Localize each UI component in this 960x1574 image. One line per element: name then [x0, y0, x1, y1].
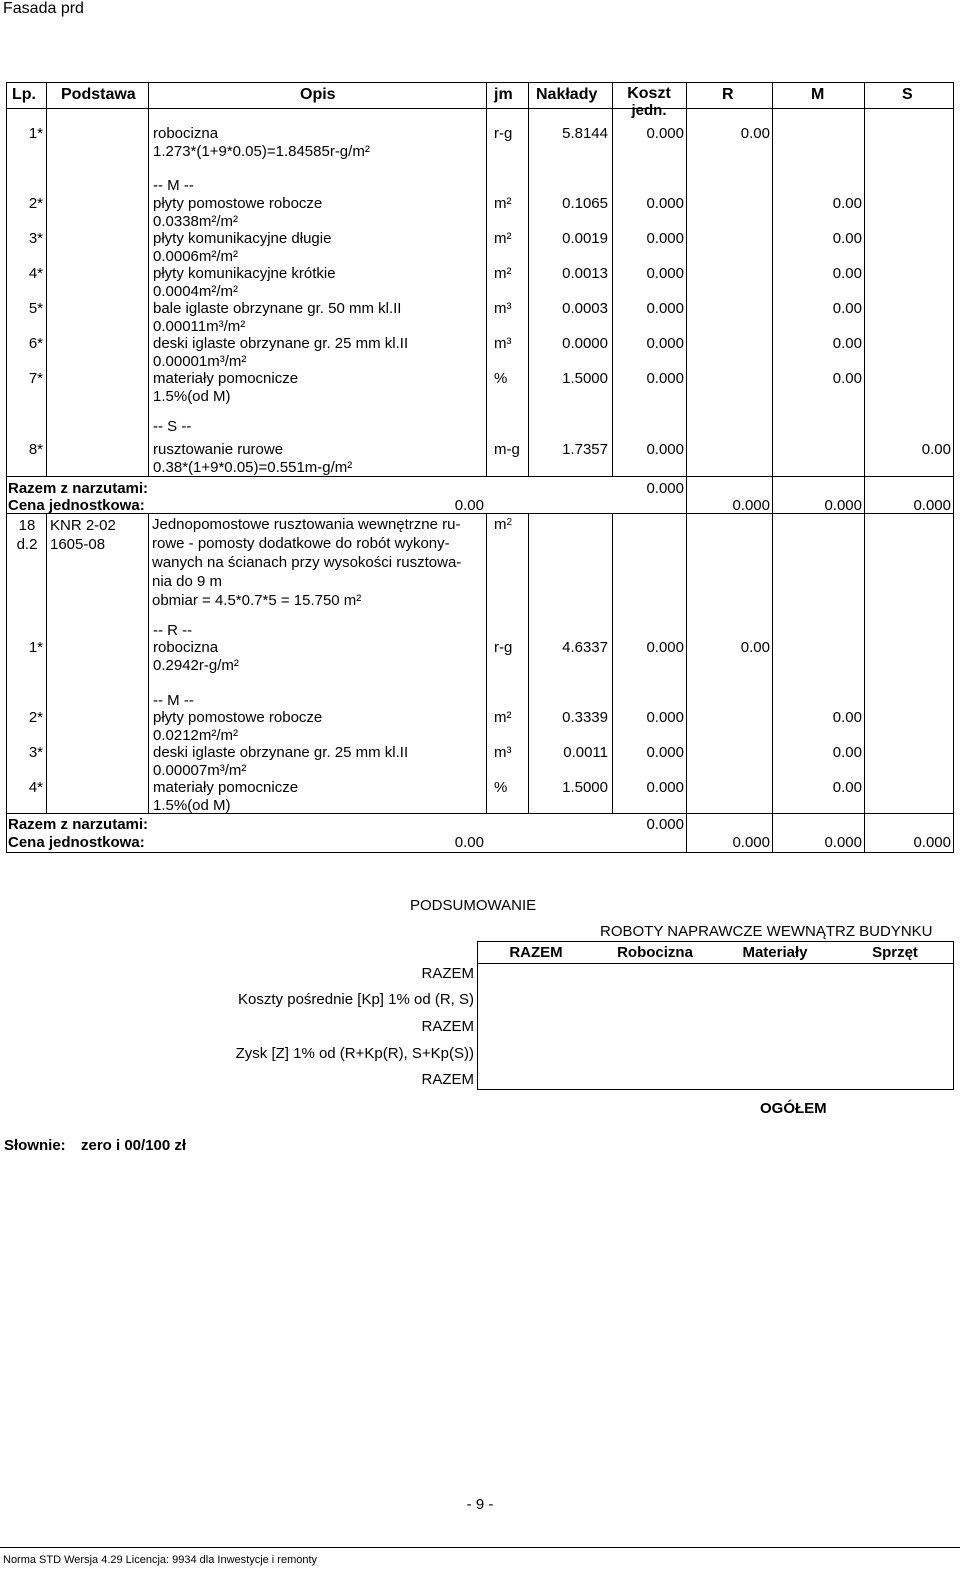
row-m: 0.00 — [832, 265, 862, 282]
row-opis: robocizna — [153, 639, 219, 656]
row-m: 0.00 — [832, 300, 862, 317]
row-naklady: 0.0000 — [562, 335, 608, 352]
row-jm: m² — [494, 195, 512, 212]
row-naklady: 0.3339 — [562, 709, 608, 726]
row-m: 0.00 — [832, 744, 862, 761]
row-norm: 0.0338m²/m² — [153, 213, 239, 230]
row-m: 0.00 — [832, 195, 862, 212]
cena-m-2: 0.000 — [824, 834, 862, 851]
row-naklady: 4.6337 — [562, 639, 608, 656]
cena-value-2: 0.00 — [454, 834, 484, 851]
row-lp: 3* — [28, 230, 43, 247]
summary-row-kp: Koszty pośrednie [Kp] 1% od (R, S) — [238, 991, 474, 1008]
row-naklady: 0.0019 — [562, 230, 608, 247]
summary-col-sprzet: Sprzęt — [872, 944, 918, 961]
summary-row-razem-3: RAZEM — [421, 1071, 474, 1088]
header-opis: Opis — [300, 86, 336, 103]
row-opis: materiały pomocnicze — [153, 370, 299, 387]
row-lp: 5* — [28, 300, 43, 317]
row-jm: m³ — [494, 300, 512, 317]
summary-row-zysk: Zysk [Z] 1% od (R+Kp(R), S+Kp(S)) — [235, 1045, 474, 1062]
item2-lp: 18 d.2 — [16, 517, 38, 553]
cena-s-1: 0.000 — [913, 497, 951, 514]
row-koszt: 0.000 — [646, 709, 684, 726]
cena-r-2: 0.000 — [732, 834, 770, 851]
item2-description-line: wanych na ścianach przy wysokości rusztowa- — [152, 554, 462, 571]
row-r: 0.00 — [740, 639, 770, 656]
item2-description-line: Jednopomostowe rusztowania wewnętrzne ru- — [152, 516, 461, 533]
item2-description-line: rowe - pomosty dodatkowe do robót wykony- — [152, 535, 450, 552]
row-opis: płyty komunikacyjne długie — [153, 230, 332, 247]
slownie-label: Słownie: — [4, 1137, 66, 1154]
row-koszt: 0.000 — [646, 125, 684, 142]
header-s: S — [902, 86, 913, 103]
row-norm: 0.0006m²/m² — [153, 248, 239, 265]
header-r: R — [722, 86, 734, 103]
row-opis: płyty pomostowe robocze — [153, 195, 323, 212]
row-jm: m² — [494, 709, 512, 726]
row-jm: m³ — [494, 335, 512, 352]
row-jm: m-g — [494, 441, 520, 458]
row-lp: 6* — [28, 335, 43, 352]
summary-header-border — [477, 963, 953, 964]
row-r: 0.00 — [740, 125, 770, 142]
item2-description-line: obmiar = 4.5*0.7*5 = 15.750 m² — [152, 592, 362, 609]
row-norm: 0.0004m²/m² — [153, 283, 239, 300]
row-jm: m² — [494, 230, 512, 247]
page-title: Fasada prd — [3, 0, 84, 17]
row-opis: deski iglaste obrzynane gr. 25 mm kl.II — [153, 744, 409, 761]
summary-col-razem: RAZEM — [509, 944, 563, 961]
row-m: 0.00 — [832, 230, 862, 247]
row-koszt: 0.000 — [646, 195, 684, 212]
summary-row-razem-1: RAZEM — [421, 965, 474, 982]
row-m: 0.00 — [832, 335, 862, 352]
summary-subtitle: ROBOTY NAPRAWCZE WEWNĄTRZ BUDYNKU — [600, 923, 933, 940]
row-koszt: 0.000 — [646, 230, 684, 247]
cena-s-2: 0.000 — [913, 834, 951, 851]
item2-podstawa: KNR 2-02 1605-08 — [50, 517, 116, 553]
summary-title: PODSUMOWANIE — [410, 897, 537, 914]
row-naklady: 0.0003 — [562, 300, 608, 317]
row-s: 0.00 — [921, 441, 951, 458]
row-naklady: 1.5000 — [562, 370, 608, 387]
razem-label-2: Razem z narzutami: — [8, 816, 149, 833]
table-bottom-border — [6, 852, 953, 853]
row-naklady: 1.5000 — [562, 779, 608, 796]
row-norm: 0.00001m³/m² — [153, 353, 247, 370]
header-naklady: Nakłady — [536, 86, 598, 103]
row-koszt: 0.000 — [646, 441, 684, 458]
row-opis: deski iglaste obrzynane gr. 25 mm kl.II — [153, 335, 409, 352]
row-lp: 3* — [28, 744, 43, 761]
row-koszt: 0.000 — [646, 300, 684, 317]
row-lp: 8* — [28, 441, 43, 458]
row-lp: 2* — [28, 195, 43, 212]
row-m: 0.00 — [832, 779, 862, 796]
row-lp: 7* — [28, 370, 43, 387]
row-jm: % — [494, 370, 508, 387]
section-marker: -- R -- — [153, 622, 193, 639]
row-m: 0.00 — [832, 370, 862, 387]
footer-line — [0, 1547, 960, 1548]
row-norm: 0.00007m³/m² — [153, 762, 247, 779]
row-norm: 1.5%(od M) — [153, 797, 231, 814]
slownie-value: zero i 00/100 zł — [81, 1137, 187, 1154]
summary-col-robocizna: Robocizna — [617, 944, 693, 961]
row-opis: materiały pomocnicze — [153, 779, 299, 796]
row-naklady: 5.8144 — [562, 125, 608, 142]
page-number: - 9 - — [466, 1496, 494, 1513]
row-koszt: 0.000 — [646, 639, 684, 656]
row-lp: 4* — [28, 265, 43, 282]
row-norm: 1.273*(1+9*0.05)=1.84585r-g/m² — [153, 143, 370, 160]
row-opis: robocizna — [153, 125, 219, 142]
row-lp: 4* — [28, 779, 43, 796]
row-naklady: 1.7357 — [562, 441, 608, 458]
cena-m-1: 0.000 — [824, 497, 862, 514]
row-koszt: 0.000 — [646, 335, 684, 352]
row-lp: 2* — [28, 709, 43, 726]
item2-description-line: nia do 9 m — [152, 573, 223, 590]
row-opis: rusztowanie rurowe — [153, 441, 284, 458]
cena-label-2: Cena jednostkowa: — [8, 834, 145, 851]
summary-ogolem: OGÓŁEM — [760, 1100, 827, 1117]
row-jm: m³ — [494, 744, 512, 761]
section-marker: -- S -- — [153, 418, 192, 435]
razem-value-1: 0.000 — [646, 480, 684, 497]
cena-r-1: 0.000 — [732, 497, 770, 514]
header-podstawa: Podstawa — [61, 86, 136, 103]
header-m: M — [811, 86, 825, 103]
summary-col-materialy: Materiały — [742, 944, 808, 961]
section-marker: -- M -- — [153, 177, 194, 194]
row-jm: % — [494, 779, 508, 796]
row-koszt: 0.000 — [646, 265, 684, 282]
row-norm: 1.5%(od M) — [153, 388, 231, 405]
row-koszt: 0.000 — [646, 779, 684, 796]
header-jm: jm — [494, 86, 513, 103]
row-norm: 0.38*(1+9*0.05)=0.551m-g/m² — [153, 459, 353, 476]
cena-value-1: 0.00 — [454, 497, 484, 514]
section-marker: -- M -- — [153, 692, 194, 709]
row-norm: 0.00011m³/m² — [153, 318, 246, 335]
footer-text: Norma STD Wersja 4.29 Licencja: 9934 dla Inwestycje i remonty — [3, 1554, 318, 1566]
razem-value-2: 0.000 — [646, 816, 684, 833]
row-naklady: 0.0013 — [562, 265, 608, 282]
item2-jm: $m^2$ — [494, 516, 513, 533]
row-opis: płyty pomostowe robocze — [153, 709, 323, 726]
row-koszt: 0.000 — [646, 370, 684, 387]
razem-label-1: Razem z narzutami: — [8, 480, 149, 497]
cena-label-1: Cena jednostkowa: — [8, 497, 145, 514]
row-norm: 0.0212m²/m² — [153, 727, 239, 744]
row-naklady: 0.1065 — [562, 195, 608, 212]
row-lp: 1* — [28, 639, 43, 656]
row-lp: 1* — [28, 125, 43, 142]
header-lp: Lp. — [12, 86, 36, 103]
row-opis: płyty komunikacyjne krótkie — [153, 265, 336, 282]
summary-row-razem-2: RAZEM — [421, 1018, 474, 1035]
row-opis: bale iglaste obrzynane gr. 50 mm kl.II — [153, 300, 402, 317]
header-koszt: Koszt — [627, 86, 671, 102]
row-naklady: 0.0011 — [563, 744, 608, 761]
row-koszt: 0.000 — [646, 744, 684, 761]
header-koszt-jedn: jedn. — [631, 102, 667, 119]
row-jm: r-g — [494, 639, 513, 656]
row-m: 0.00 — [832, 709, 862, 726]
row-jm: m² — [494, 265, 512, 282]
row-jm: r-g — [494, 125, 513, 142]
row-norm: 0.2942r-g/m² — [153, 657, 239, 674]
